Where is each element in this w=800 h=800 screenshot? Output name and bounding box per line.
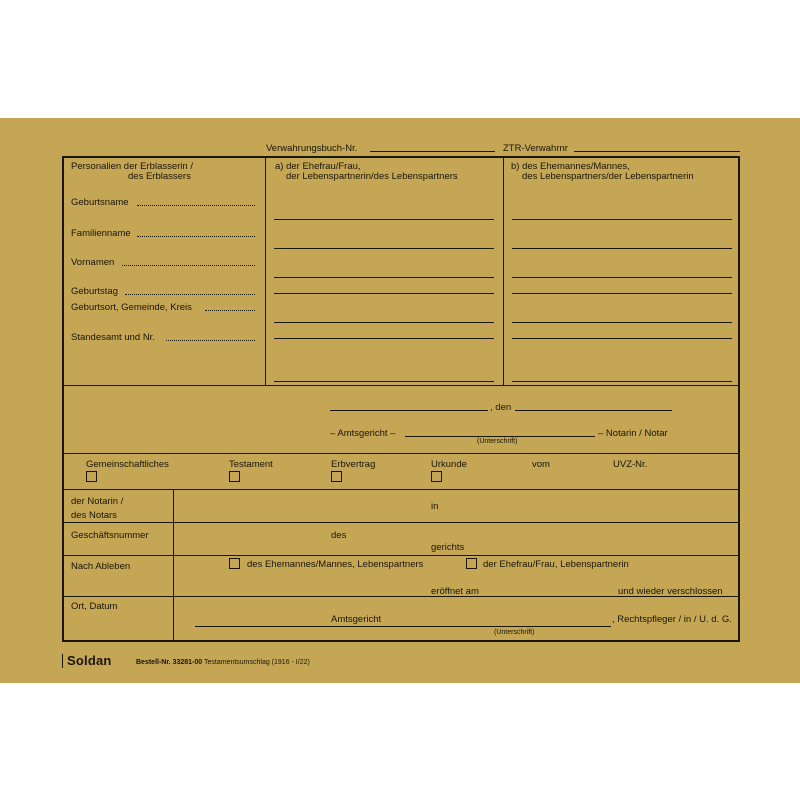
order-number xyxy=(136,659,310,667)
field-geburtsort-line[interactable] xyxy=(205,310,255,311)
divider-geschaeft xyxy=(64,555,738,556)
col-a-line-5[interactable] xyxy=(274,322,494,323)
col-a-line-6[interactable] xyxy=(274,338,494,339)
amtsgericht-label: – Amtsgericht – xyxy=(330,428,396,439)
col-a-line-2[interactable] xyxy=(274,248,494,249)
notarin-notar-label: – Notarin / Notar xyxy=(598,428,668,439)
col-b-line-2[interactable] xyxy=(512,248,732,249)
checkbox-testament[interactable] xyxy=(229,471,240,482)
field-familienname-line[interactable] xyxy=(137,236,255,237)
field-familienname: Familienname xyxy=(71,228,131,239)
order-text: Testamentsumschlag (1916 - I/22) xyxy=(203,659,310,666)
col-b-title-2: des Lebenspartners/der Lebenspartnerin xyxy=(522,171,694,182)
verwahrungsbuch-line[interactable] xyxy=(370,151,495,152)
gerichts-label: gerichts xyxy=(431,542,465,553)
col-b-line-6[interactable] xyxy=(512,338,732,339)
bottom-signature-line[interactable] xyxy=(195,626,611,627)
ztr-line[interactable] xyxy=(574,151,740,152)
field-vornamen: Vornamen xyxy=(71,257,115,268)
soldan-logo: Soldan xyxy=(62,654,112,668)
notar-label-1: der Notarin / xyxy=(71,496,124,507)
field-standesamt-line[interactable] xyxy=(166,340,255,341)
field-geburtstag-line[interactable] xyxy=(125,294,255,295)
wieder-verschlossen-label: und wieder verschlossen xyxy=(618,586,723,597)
field-geburtsort: Geburtsort, Gemeinde, Kreis xyxy=(71,302,192,313)
type-uvz: UVZ-Nr. xyxy=(613,459,648,470)
notar-label-2: des Notars xyxy=(71,510,117,521)
field-vornamen-line[interactable] xyxy=(122,265,255,266)
checkbox-ehefrau[interactable] xyxy=(466,558,477,569)
field-geburtstag: Geburtstag xyxy=(71,286,118,297)
rechtspfleger-label: , Rechtspfleger / in / U. d. G. xyxy=(612,614,732,625)
amtsgericht-bottom-label: Amtsgericht xyxy=(331,614,382,625)
col-b-line-3[interactable] xyxy=(512,277,732,278)
field-standesamt: Standesamt und Nr. xyxy=(71,332,155,343)
ort-datum-label: Ort, Datum xyxy=(71,601,118,612)
option-ehemann: des Ehemannes/Mannes, Lebenspartners xyxy=(247,559,424,570)
divider-notar xyxy=(64,522,738,523)
type-urkunde: Urkunde xyxy=(431,459,467,470)
des-label: des xyxy=(331,530,347,541)
col-a-line-1[interactable] xyxy=(274,219,494,220)
field-geburtsname-line[interactable] xyxy=(137,205,255,206)
divider-col-a xyxy=(265,158,266,385)
verwahrungsbuch-label: Verwahrungsbuch-Nr. xyxy=(266,143,358,154)
place-line[interactable] xyxy=(330,410,488,411)
divider-place xyxy=(64,453,738,454)
in-label: in xyxy=(431,501,439,512)
personal-title-1: Personalien der Erblasserin / xyxy=(71,161,193,172)
den-label: , den xyxy=(490,402,512,413)
divider-col-b xyxy=(503,158,504,385)
col-a-title-1: a) der Ehefrau/Frau, xyxy=(275,161,361,172)
type-vom: vom xyxy=(532,459,550,470)
checkbox-urkunde[interactable] xyxy=(431,471,442,482)
col-a-title-2: der Lebenspartnerin/des Lebenspartners xyxy=(286,171,458,182)
col-a-line-3[interactable] xyxy=(274,277,494,278)
type-testament: Testament xyxy=(229,459,273,470)
type-gemeinschaftliches: Gemeinschaftliches xyxy=(86,459,169,470)
type-erbvertrag: Erbvertrag xyxy=(331,459,376,470)
col-b-line-7[interactable] xyxy=(512,381,732,382)
order-label: Bestell-Nr. 33281-00 xyxy=(136,659,203,666)
col-b-line-5[interactable] xyxy=(512,322,732,323)
field-geburtsname: Geburtsname xyxy=(71,197,129,208)
signature-caption: (Unterschrift) xyxy=(477,438,518,445)
nach-ableben-label: Nach Ableben xyxy=(71,561,131,572)
signature-line[interactable] xyxy=(405,436,595,437)
col-a-line-7[interactable] xyxy=(274,381,494,382)
col-b-line-1[interactable] xyxy=(512,219,732,220)
divider-types xyxy=(64,489,738,490)
option-ehefrau: der Ehefrau/Frau, Lebenspartnerin xyxy=(483,559,629,570)
geschaeftsnummer-label: Geschäftsnummer xyxy=(71,530,149,541)
ztr-label: ZTR-Verwahrnr xyxy=(503,143,568,154)
date-line[interactable] xyxy=(515,410,672,411)
checkbox-gemeinschaftliches[interactable] xyxy=(86,471,97,482)
personal-title-2: des Erblassers xyxy=(128,171,191,182)
col-b-line-4[interactable] xyxy=(512,293,732,294)
eroeffnet-am-label: eröffnet am xyxy=(431,586,479,597)
bottom-signature-caption: (Unterschrift) xyxy=(494,629,535,636)
checkbox-ehemann[interactable] xyxy=(229,558,240,569)
checkbox-erbvertrag[interactable] xyxy=(331,471,342,482)
col-a-line-4[interactable] xyxy=(274,293,494,294)
divider-personal xyxy=(64,385,738,386)
col-b-title-1: b) des Ehemannes/Mannes, xyxy=(511,161,630,172)
divider-label-col xyxy=(173,489,174,640)
